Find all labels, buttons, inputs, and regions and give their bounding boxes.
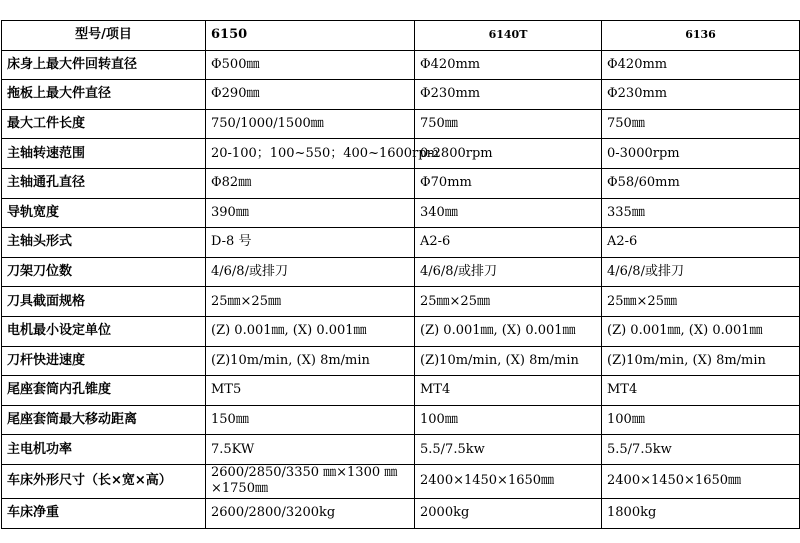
table-cell: 5.5/7.5kw [602, 435, 800, 465]
table-row [2, 435, 800, 465]
table-cell: Φ58/60mm [602, 168, 800, 198]
table-row [2, 228, 800, 258]
table-row [2, 405, 800, 435]
header-row [2, 21, 800, 51]
header-model: 6140T [415, 21, 602, 51]
row-label: 尾座套筒最大移动距离 [2, 405, 206, 435]
table-cell: Φ290㎜ [206, 80, 415, 110]
table-cell: (Z)10m/min, (X) 8m/min [206, 346, 415, 376]
table-cell: MT5 [206, 376, 415, 406]
table-cell: MT4 [415, 376, 602, 406]
table-cell: (Z)10m/min, (X) 8m/min [602, 346, 800, 376]
table-cell: 25㎜×25㎜ [206, 287, 415, 317]
table-row [2, 316, 800, 346]
table-cell: 4/6/8/或排刀 [206, 257, 415, 287]
table-cell: Φ500㎜ [206, 50, 415, 80]
row-label: 拖板上最大件直径 [2, 80, 206, 110]
table-cell: Φ70mm [415, 168, 602, 198]
table-cell: Φ420mm [415, 50, 602, 80]
table-cell: 20-100；100~550；400~1600rpm [206, 139, 415, 169]
table-cell: 2000kg [415, 498, 602, 528]
row-label: 刀架刀位数 [2, 257, 206, 287]
row-label: 车床净重 [2, 498, 206, 528]
row-label: 尾座套筒内孔锥度 [2, 376, 206, 406]
table-cell: 25㎜×25㎜ [602, 287, 800, 317]
table-cell: Φ230mm [602, 80, 800, 110]
table-cell: (Z)10m/min, (X) 8m/min [415, 346, 602, 376]
header-label: 型号/项目 [2, 21, 206, 51]
table-cell: 5.5/7.5kw [415, 435, 602, 465]
table-row [2, 464, 800, 498]
spec-table [1, 20, 800, 529]
table-cell: (Z) 0.001㎜, (X) 0.001㎜ [206, 316, 415, 346]
table-row [2, 139, 800, 169]
table-cell: 390㎜ [206, 198, 415, 228]
table-cell: 750㎜ [415, 109, 602, 139]
table-row [2, 376, 800, 406]
table-row [2, 109, 800, 139]
table-row [2, 80, 800, 110]
table-cell: A2-6 [415, 228, 602, 258]
table-cell: Φ82㎜ [206, 168, 415, 198]
row-label: 最大工件长度 [2, 109, 206, 139]
table-cell: 150㎜ [206, 405, 415, 435]
row-label: 导轨宽度 [2, 198, 206, 228]
row-label: 床身上最大件回转直径 [2, 50, 206, 80]
table-row [2, 498, 800, 528]
table-cell: (Z) 0.001㎜, (X) 0.001㎜ [415, 316, 602, 346]
table-row [2, 346, 800, 376]
table-cell: 2600/2850/3350 ㎜×1300 ㎜×1750㎜ [206, 464, 415, 498]
table-cell: 750/1000/1500㎜ [206, 109, 415, 139]
table-row [2, 50, 800, 80]
table-row [2, 257, 800, 287]
row-label: 电机最小设定单位 [2, 316, 206, 346]
table-cell: A2-6 [602, 228, 800, 258]
table-cell: 2400×1450×1650㎜ [602, 464, 800, 498]
row-label: 主轴转速范围 [2, 139, 206, 169]
row-label: 车床外形尺寸（长×宽×高） [2, 464, 206, 498]
table-row [2, 287, 800, 317]
table-cell: 4/6/8/或排刀 [602, 257, 800, 287]
table-cell: Φ420mm [602, 50, 800, 80]
table-cell: D-8 号 [206, 228, 415, 258]
table-cell: 2600/2800/3200kg [206, 498, 415, 528]
table-cell: 25㎜×25㎜ [415, 287, 602, 317]
table-row [2, 168, 800, 198]
table-cell: 4/6/8/或排刀 [415, 257, 602, 287]
table-cell: 0-2800rpm [415, 139, 602, 169]
table-cell: 100㎜ [415, 405, 602, 435]
row-label: 刀具截面规格 [2, 287, 206, 317]
table-cell: 750㎜ [602, 109, 800, 139]
header-model: 6136 [602, 21, 800, 51]
row-label: 主轴通孔直径 [2, 168, 206, 198]
table-cell: 100㎜ [602, 405, 800, 435]
table-cell: 2400×1450×1650㎜ [415, 464, 602, 498]
table-cell: 340㎜ [415, 198, 602, 228]
table-cell: Φ230mm [415, 80, 602, 110]
table-cell: MT4 [602, 376, 800, 406]
row-label: 主轴头形式 [2, 228, 206, 258]
table-cell: 335㎜ [602, 198, 800, 228]
row-label: 刀杆快进速度 [2, 346, 206, 376]
header-model: 6150 [206, 21, 415, 51]
table-cell: 1800kg [602, 498, 800, 528]
table-cell: 7.5KW [206, 435, 415, 465]
table-cell: 0-3000rpm [602, 139, 800, 169]
table-row [2, 198, 800, 228]
table-cell: (Z) 0.001㎜, (X) 0.001㎜ [602, 316, 800, 346]
row-label: 主电机功率 [2, 435, 206, 465]
